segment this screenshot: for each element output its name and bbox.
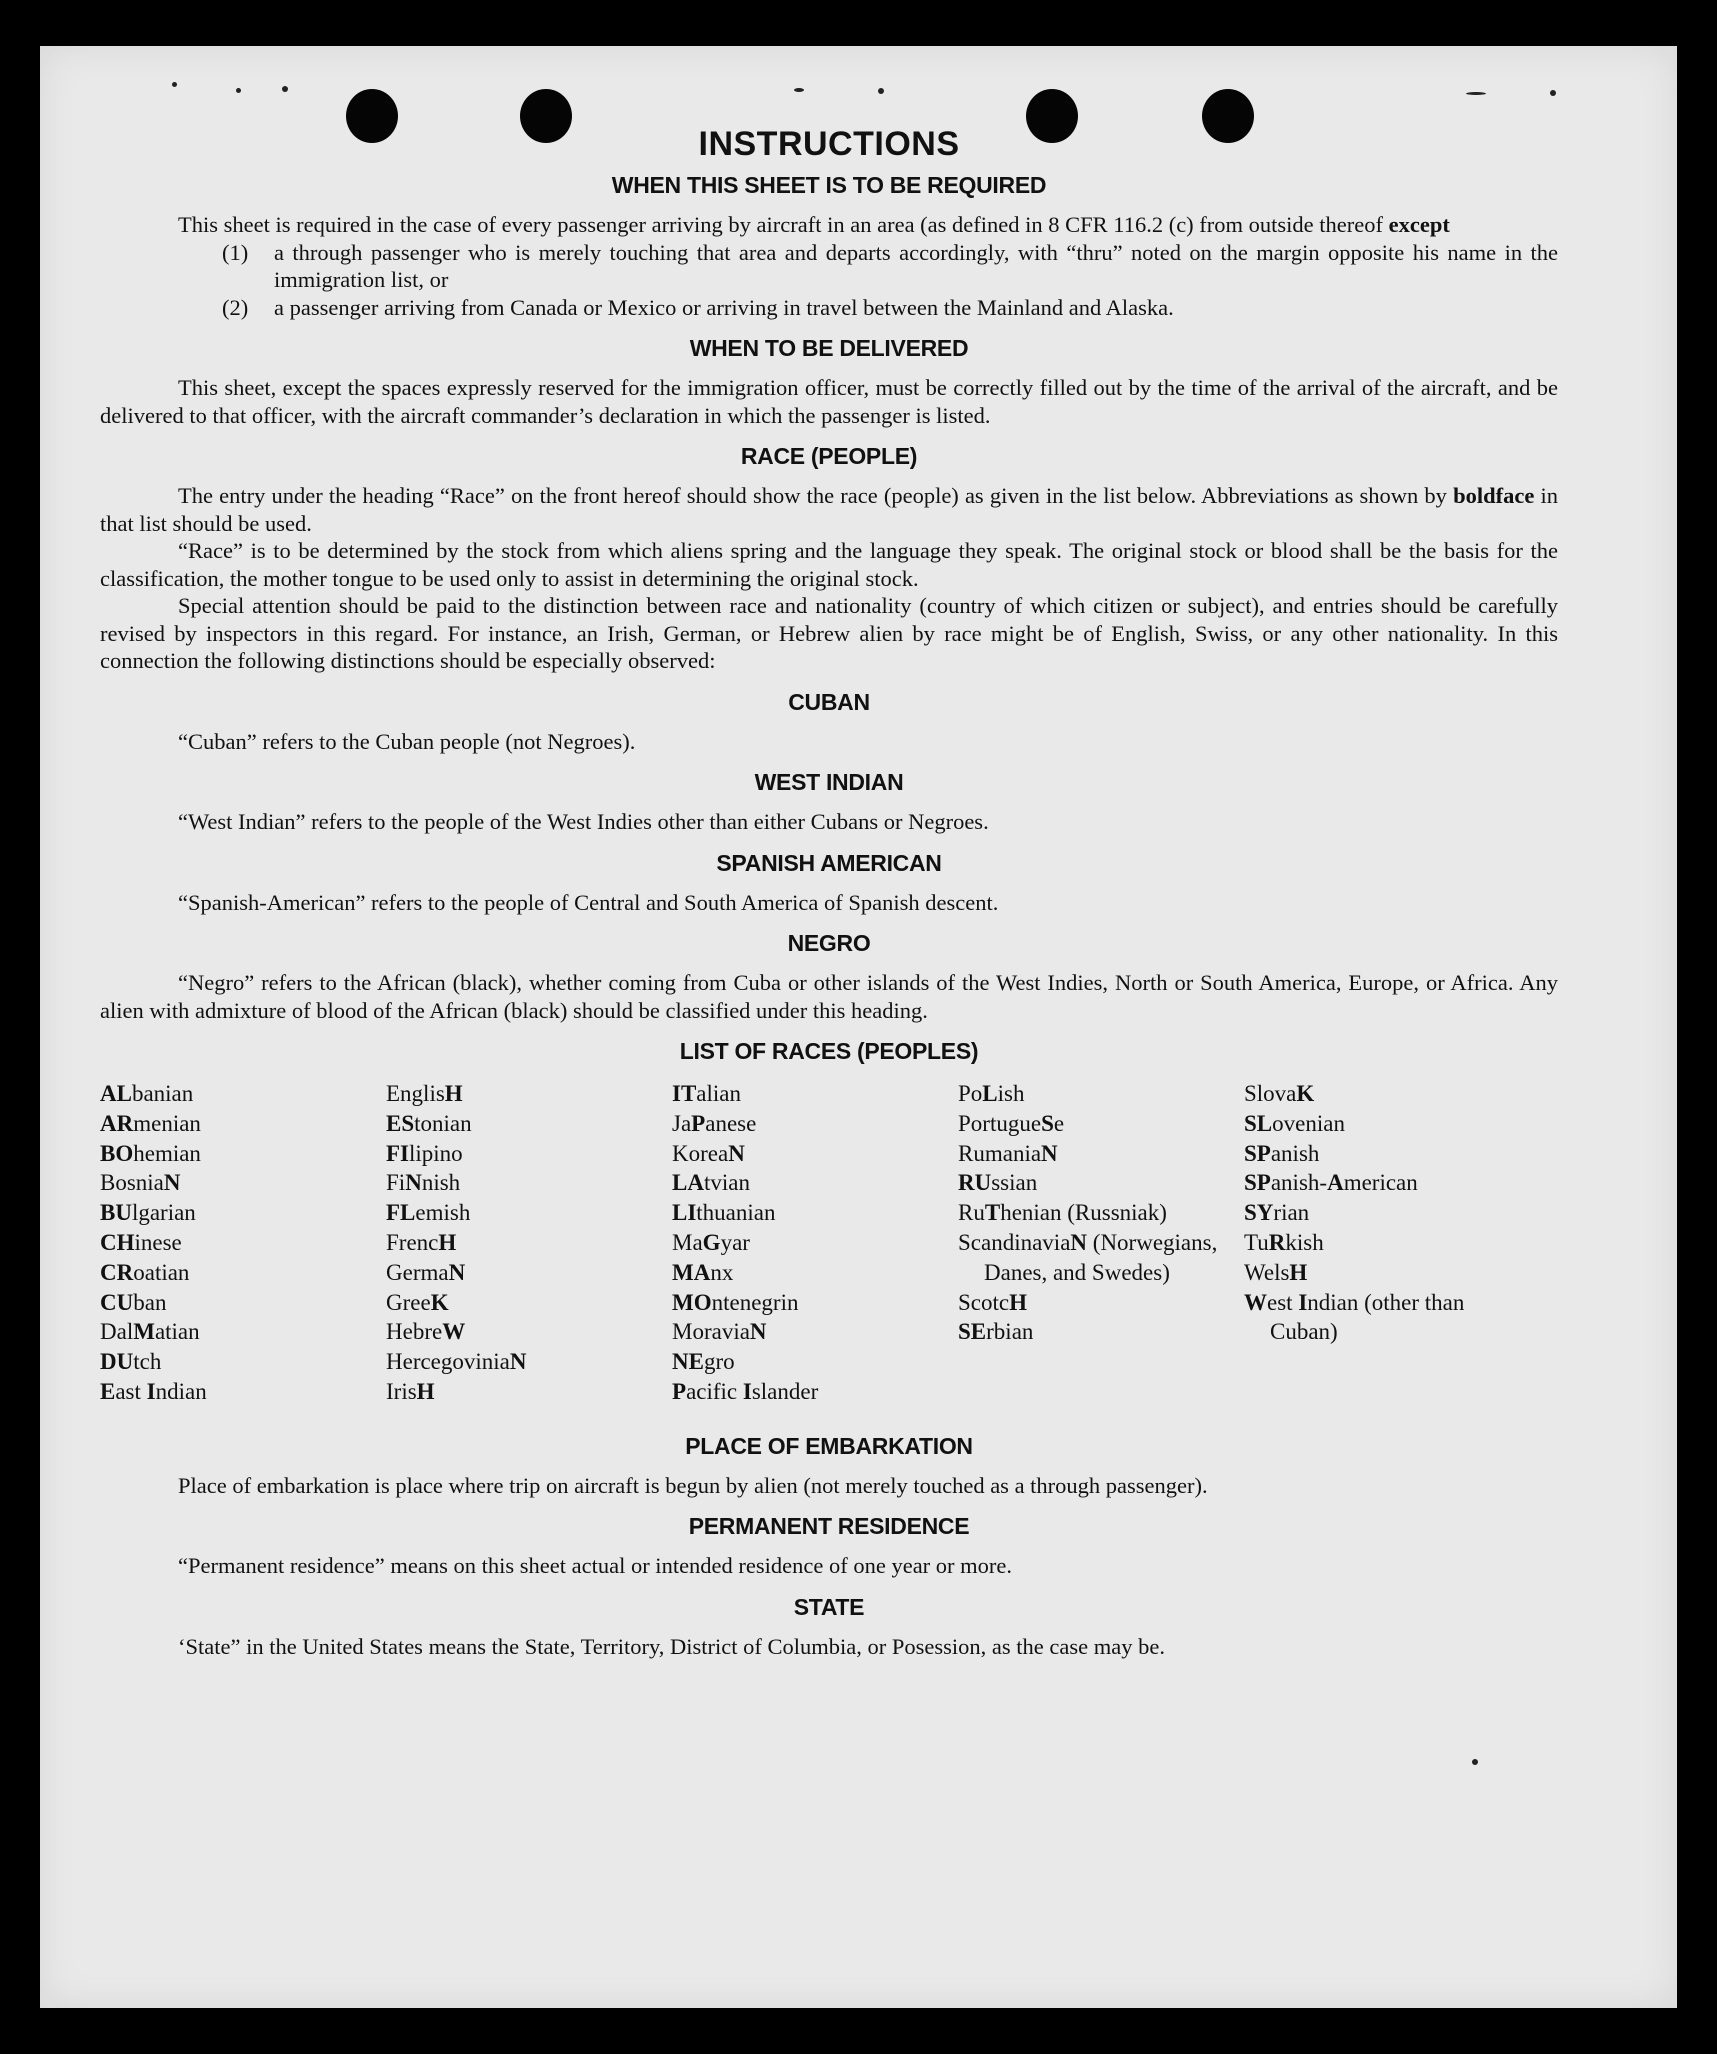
race-part: SP: [1244, 1140, 1271, 1166]
race-part: Gree: [386, 1289, 431, 1315]
race-entry: [958, 1139, 1244, 1169]
heading-list-of-races: LIST OF RACES (PEOPLES): [679, 1038, 979, 1064]
speck: [1472, 1759, 1478, 1765]
race-part: ntenegrin: [711, 1289, 799, 1315]
heading-race: RACE (PEOPLE): [740, 443, 918, 469]
race-entry: [386, 1168, 672, 1198]
race-part: rbian: [986, 1319, 1034, 1345]
race-entry: [1244, 1168, 1530, 1198]
paragraph-race-2: “Race” is to be determined by the stock from which aliens spring and the language they speak. The original stock or blood shall be the basis for the classification, the mother tongue to be used only to assist in determining the original stock.: [100, 538, 1558, 591]
race-part: Portugue: [958, 1110, 1042, 1136]
speck: [282, 86, 288, 92]
paragraph-race-3: Special attention should be paid to the distinction between race and nationality (country of which citizen or subject), and entries should be carefully revised by inspectors in this regard. For instance, an Irish, German, or Hebrew alien by race might be of English, Swiss, or any other nationality. In this connection the following distinctions should be especially observed:: [100, 593, 1558, 673]
race-entry: [958, 1168, 1244, 1198]
race-part: I: [1298, 1289, 1308, 1315]
race-part: P: [691, 1110, 706, 1136]
race-entry: [386, 1258, 672, 1288]
race-part: BU: [100, 1200, 132, 1226]
race-part: S: [1041, 1110, 1054, 1136]
race-entry: [100, 1198, 386, 1228]
race-part: Ma: [672, 1229, 703, 1255]
paragraph-embarkation: Place of embarkation is place where trip on aircraft is begun by alien (not merely touched as a through passenger).: [178, 1472, 1208, 1498]
race-part: ovenian: [1272, 1110, 1345, 1136]
speck: [172, 82, 177, 87]
race-entry: [672, 1288, 958, 1318]
race-part: LI: [672, 1200, 697, 1226]
race-entry: [386, 1109, 672, 1139]
race-entry: [672, 1109, 958, 1139]
speck: [878, 88, 884, 94]
race-entry: [1244, 1258, 1530, 1288]
race-entry: [100, 1288, 386, 1318]
race-entry: [958, 1198, 1244, 1228]
race-part: Tu: [1244, 1229, 1269, 1255]
race-part: lgarian: [131, 1200, 196, 1226]
race-column: [386, 1079, 672, 1407]
race-part: Bosnia: [100, 1170, 164, 1196]
race-part: I: [742, 1378, 752, 1404]
race-part: DU: [100, 1349, 134, 1375]
race-entry: [386, 1288, 672, 1318]
race-part: P: [672, 1378, 687, 1404]
race-part: acific: [686, 1378, 743, 1404]
race-part: tonian: [414, 1110, 472, 1136]
race-part: emish: [415, 1200, 471, 1226]
item-number: (1): [222, 239, 249, 265]
race-part: ndian (other than Cuban): [1270, 1289, 1465, 1345]
race-part: alian: [696, 1081, 741, 1106]
race-entry: [1244, 1079, 1530, 1109]
race-part: Rumania: [958, 1140, 1042, 1166]
heading-required: WHEN THIS SHEET IS TO BE REQUIRED: [611, 172, 1047, 198]
race-part: AL: [100, 1081, 132, 1106]
race-entry: [100, 1258, 386, 1288]
race-column: [672, 1079, 958, 1407]
heading-spanish-american: SPANISH AMERICAN: [716, 849, 942, 876]
heading-negro: NEGRO: [787, 930, 871, 956]
race-part: ES: [386, 1110, 415, 1136]
race-part: BO: [100, 1140, 134, 1166]
list-item: [222, 239, 1558, 294]
list-item: [222, 294, 1558, 322]
speck: [236, 88, 241, 93]
race-part: Englis: [386, 1081, 445, 1106]
race-entry: [100, 1079, 386, 1109]
item-number: (2): [222, 294, 249, 320]
race-part: CU: [100, 1289, 134, 1315]
paragraph-required: [100, 211, 1558, 239]
race-part: Ru: [958, 1200, 985, 1226]
paragraph-state: ‘State” in the United States means the State, Territory, District of Columbia, or Posession, as the case may be.: [178, 1633, 1165, 1659]
race-part: menian: [133, 1110, 201, 1136]
race-part: G: [702, 1229, 721, 1255]
race-entry: [386, 1317, 672, 1347]
race-entry: [958, 1109, 1244, 1139]
race-part: K: [430, 1289, 449, 1315]
race-part: N: [509, 1349, 527, 1375]
race-part: MO: [672, 1289, 712, 1315]
race-part: Germa: [386, 1259, 449, 1285]
race-part: N: [1041, 1140, 1058, 1166]
race-part: FL: [386, 1200, 416, 1226]
race-part: AR: [100, 1110, 134, 1136]
heading-cuban: CUBAN: [788, 688, 870, 715]
race-part: Korea: [672, 1140, 729, 1166]
paragraph-cuban: “Cuban” refers to the Cuban people (not Negroes).: [178, 728, 636, 754]
race-part: ish: [997, 1081, 1025, 1106]
race-part: gro: [703, 1349, 735, 1375]
race-column: [958, 1079, 1244, 1407]
race-part: H: [1289, 1259, 1308, 1285]
race-part: H: [416, 1378, 435, 1404]
race-text-c: in that list should be used.: [100, 483, 1558, 536]
race-part: H: [1009, 1289, 1027, 1315]
item-text: a passenger arriving from Canada or Mexico or arriving in travel between the Mainland and Alaska.: [274, 294, 1174, 320]
paragraph-delivered: This sheet, except the spaces expressly reserved for the immigration officer, must be correctly filled out by the time of the arrival of the aircraft, and be delivered to that officer, with the aircraft commander’s declaration in which the passenger is listed.: [100, 375, 1558, 428]
race-part: tch: [133, 1349, 162, 1375]
race-entry: [386, 1377, 672, 1407]
speck: [794, 88, 804, 92]
paragraph-negro: “Negro” refers to the African (black), whether coming from Cuba or other islands of the West Indies, North or South America, Europe, or Africa. Any alien with admixture of blood of the African (black) should be classified under this heading.: [100, 970, 1558, 1023]
race-part: RU: [958, 1170, 992, 1196]
race-part: henian (Russniak): [1000, 1200, 1167, 1226]
race-part: E: [100, 1378, 116, 1404]
race-part: yar: [720, 1229, 750, 1255]
race-part: I: [146, 1378, 156, 1404]
race-part: N: [749, 1319, 767, 1345]
race-column: [1244, 1079, 1530, 1407]
race-part: nx: [710, 1259, 734, 1285]
race-entry: [1244, 1139, 1530, 1169]
race-entry: [672, 1317, 958, 1347]
race-entry: [672, 1347, 958, 1377]
race-entry: [386, 1079, 672, 1109]
required-except: except: [1388, 212, 1450, 237]
race-list: [100, 1079, 1558, 1407]
race-entry: [1244, 1288, 1530, 1348]
race-part: est: [1267, 1289, 1299, 1315]
race-part: atian: [154, 1319, 200, 1345]
race-part: merican: [1343, 1170, 1418, 1196]
race-entry: [672, 1198, 958, 1228]
race-part: L: [982, 1081, 998, 1106]
race-part: Iris: [386, 1378, 417, 1404]
race-part: T: [984, 1200, 1001, 1226]
race-part: NE: [672, 1349, 704, 1375]
race-entry: [672, 1168, 958, 1198]
race-entry: [100, 1168, 386, 1198]
race-entry: [958, 1288, 1244, 1318]
paragraph-spanish-american: “Spanish-American” refers to the people of Central and South America of Spanish descent.: [178, 889, 999, 915]
race-part: H: [438, 1229, 457, 1255]
race-entry: [958, 1228, 1244, 1288]
race-part: ast: [115, 1378, 147, 1404]
race-part: N: [448, 1259, 466, 1285]
paragraph-race-1: [100, 482, 1558, 537]
race-entry: [100, 1317, 386, 1347]
race-part: H: [444, 1081, 463, 1106]
document-body: [100, 125, 1558, 1660]
race-part: Dal: [100, 1319, 134, 1345]
race-part: anish-: [1270, 1170, 1328, 1196]
race-part: SP: [1244, 1170, 1271, 1196]
race-part: M: [133, 1319, 155, 1345]
race-part: hemian: [133, 1140, 201, 1166]
race-part: K: [1296, 1081, 1315, 1106]
race-part: ban: [133, 1289, 167, 1315]
race-part: SL: [1244, 1110, 1273, 1136]
race-entry: [100, 1228, 386, 1258]
race-part: W: [1244, 1289, 1267, 1315]
item-text: a through passenger who is merely touching that area and departs accordingly, with “thru” noted on the margin opposite his name in the immigration list, or: [274, 239, 1558, 292]
race-part: thuanian: [696, 1200, 776, 1226]
race-part: Wels: [1244, 1259, 1290, 1285]
race-entry: [672, 1228, 958, 1258]
race-part: Hebre: [386, 1319, 443, 1345]
race-part: N: [1070, 1229, 1088, 1255]
heading-state: STATE: [793, 1593, 865, 1620]
race-entry: [1244, 1198, 1530, 1228]
race-part: CR: [100, 1259, 134, 1285]
race-part: slander: [751, 1378, 819, 1404]
paragraph-west-indian: “West Indian” refers to the people of the West Indies other than either Cubans or Negroes.: [178, 809, 989, 834]
race-part: anish: [1270, 1140, 1320, 1166]
race-part: (Norwegians, Danes, and Swedes): [984, 1229, 1218, 1285]
race-part: Po: [958, 1081, 983, 1106]
race-part: rian: [1273, 1200, 1310, 1226]
race-part: MA: [672, 1259, 711, 1285]
race-entry: [386, 1198, 672, 1228]
paragraph-residence: “Permanent residence” means on this sheet actual or intended residence of one year or more.: [178, 1553, 1013, 1579]
race-part: N: [163, 1170, 181, 1196]
race-part: banian: [131, 1081, 194, 1106]
race-part: Moravia: [672, 1319, 750, 1345]
race-part: N: [728, 1140, 745, 1166]
heading-residence: PERMANENT RESIDENCE: [688, 1513, 970, 1540]
race-part: SE: [958, 1319, 987, 1345]
race-entry: [1244, 1228, 1530, 1258]
race-entry: [100, 1139, 386, 1169]
race-entry: [672, 1258, 958, 1288]
race-part: Ja: [672, 1110, 692, 1136]
race-part: SY: [1244, 1200, 1274, 1226]
race-part: ssian: [991, 1170, 1038, 1196]
race-part: lipino: [409, 1140, 463, 1166]
race-entry: [386, 1228, 672, 1258]
race-part: IT: [672, 1081, 697, 1106]
race-part: Scandinavia: [958, 1229, 1071, 1255]
race-part: Scotc: [958, 1289, 1010, 1315]
race-part: CH: [100, 1229, 135, 1255]
race-entry: [386, 1139, 672, 1169]
race-part: FI: [386, 1140, 409, 1166]
race-entry: [1244, 1109, 1530, 1139]
race-entry: [672, 1139, 958, 1169]
heading-delivered: WHEN TO BE DELIVERED: [689, 335, 969, 361]
race-entry: [386, 1347, 672, 1377]
race-part: kish: [1285, 1229, 1324, 1255]
race-entry: [100, 1109, 386, 1139]
race-entry: [958, 1079, 1244, 1109]
speck: [1466, 92, 1486, 95]
race-part: Fi: [386, 1170, 406, 1196]
race-part: ndian: [155, 1378, 207, 1404]
race-part: anese: [705, 1110, 757, 1136]
speck: [1550, 90, 1556, 96]
race-part: N: [405, 1170, 422, 1196]
race-entry: [672, 1079, 958, 1109]
race-entry: [100, 1347, 386, 1377]
race-part: W: [442, 1319, 466, 1345]
race-entry: [100, 1377, 386, 1407]
race-part: Frenc: [386, 1229, 439, 1255]
race-part: LA: [672, 1170, 704, 1196]
required-text: This sheet is required in the case of every passenger arriving by aircraft in an area (as defined in 8 CFR 116.2 (c) from outside thereof: [178, 212, 1383, 237]
race-column: [100, 1079, 386, 1407]
page-title: INSTRUCTIONS: [698, 125, 960, 163]
heading-embarkation: PLACE OF EMBARKATION: [685, 1432, 973, 1459]
race-entry: [958, 1317, 1244, 1347]
race-boldface: boldface: [1453, 483, 1535, 508]
race-part: inese: [134, 1229, 182, 1255]
race-part: nish: [421, 1170, 461, 1196]
heading-west-indian: WEST INDIAN: [754, 769, 904, 795]
race-entry: [672, 1377, 958, 1407]
race-part: Hercegovinia: [386, 1349, 510, 1375]
race-part: e: [1053, 1110, 1065, 1136]
race-part: Slova: [1244, 1081, 1297, 1106]
race-part: oatian: [133, 1259, 190, 1285]
race-part: R: [1268, 1229, 1286, 1255]
race-part: tvian: [703, 1170, 750, 1196]
race-part: A: [1327, 1170, 1344, 1196]
race-text-a: The entry under the heading “Race” on the front hereof should show the race (people) as given in the list below. Abbreviations as shown by: [178, 483, 1447, 508]
